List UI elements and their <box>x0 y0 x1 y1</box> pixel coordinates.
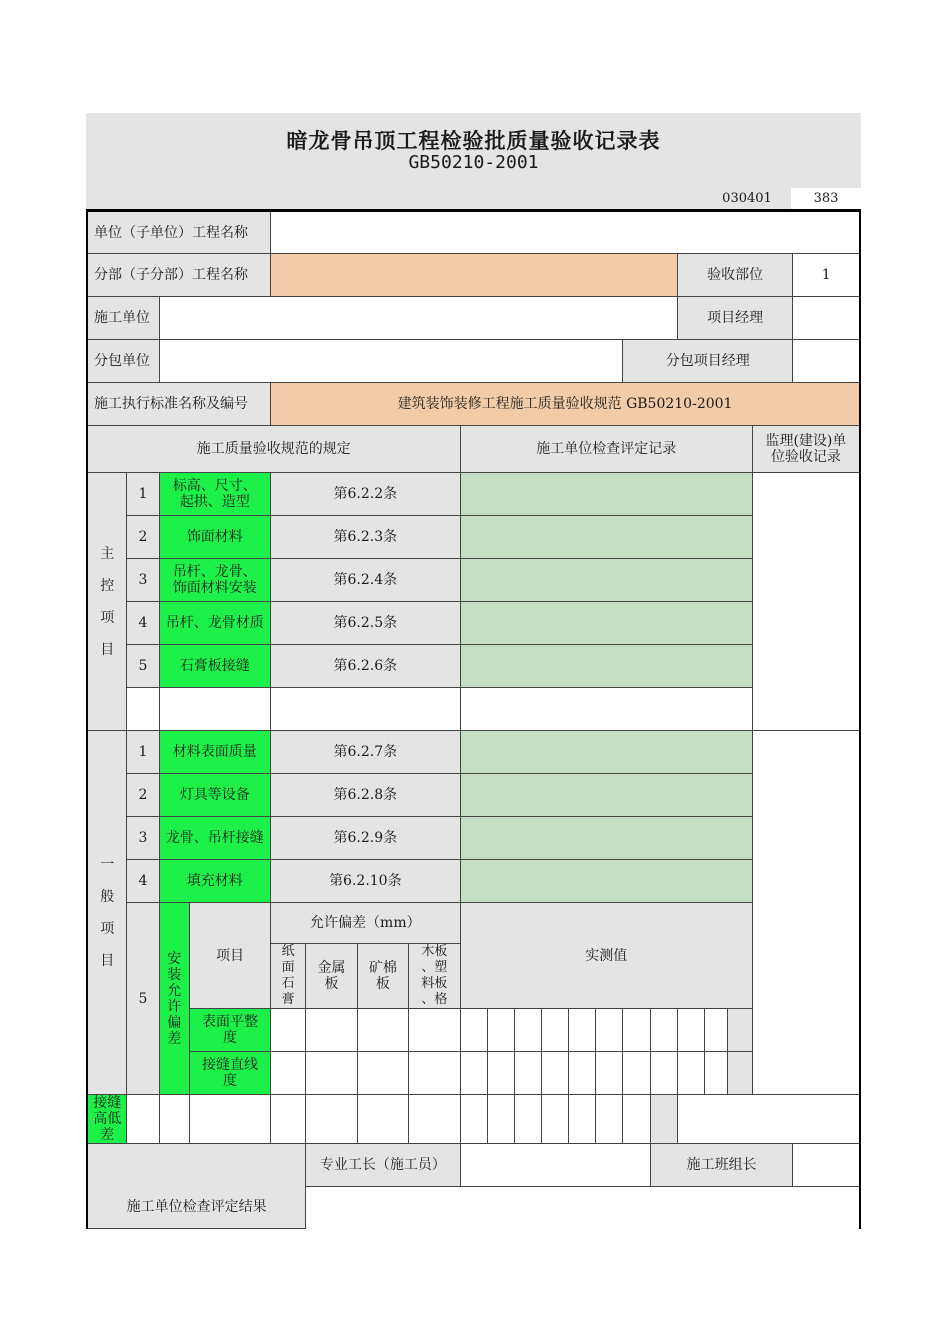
measured-value-cell[interactable] <box>409 1095 460 1144</box>
measured-value-cell[interactable] <box>704 1052 727 1095</box>
main-item-no: 2 <box>127 516 159 559</box>
main-item-name: 吊杆、龙骨、 饰面材料安装 <box>159 559 271 602</box>
material-gypsum-board: 纸 面 石 膏 <box>271 944 306 1009</box>
general-item-record[interactable] <box>460 774 752 817</box>
main-empty-no[interactable] <box>127 688 159 731</box>
material-mineral-wool-board: 矿棉 板 <box>357 944 408 1009</box>
foreman-field[interactable] <box>460 1144 650 1187</box>
general-item-no: 2 <box>127 774 159 817</box>
measured-value-cell[interactable] <box>569 1009 596 1052</box>
project-manager-label: 项目经理 <box>677 297 793 340</box>
allowed-value-cell[interactable] <box>271 1052 306 1095</box>
general-item-name: 龙骨、吊杆接缝 <box>159 817 271 860</box>
measured-value-cell[interactable] <box>596 1095 623 1144</box>
supervisor-header-line1: 监理(建设)单 <box>765 433 847 449</box>
main-item-name: 石膏板接缝 <box>159 645 271 688</box>
contractor-record-column-header: 施工单位检查评定记录 <box>460 426 752 473</box>
measured-value-cell[interactable] <box>488 1095 515 1144</box>
team-leader-label: 施工班组长 <box>650 1144 793 1187</box>
general-item-no: 3 <box>127 817 159 860</box>
tolerance-row-label: 表面平整 度 <box>189 1009 270 1052</box>
acceptance-part-label: 验收部位 <box>677 254 793 297</box>
main-item-no: 4 <box>127 602 159 645</box>
team-leader-field[interactable] <box>793 1144 860 1187</box>
main-item-no: 1 <box>127 473 159 516</box>
main-control-section-label: 主 控 项 目 <box>87 473 127 731</box>
tolerance-row-label: 接缝直线 度 <box>189 1052 270 1095</box>
main-empty-name[interactable] <box>159 688 271 731</box>
spec-column-header: 施工质量验收规范的规定 <box>87 426 460 473</box>
measured-value-cell[interactable] <box>460 1095 488 1144</box>
result-label: 施工单位检查评定结果 <box>87 1144 306 1229</box>
measured-filler-cell <box>727 1009 752 1052</box>
general-item-name: 材料表面质量 <box>159 731 271 774</box>
material-wood-plastic-grid: 木板 、塑 料板 、格 <box>409 944 460 1009</box>
main-item-name: 饰面材料 <box>159 516 271 559</box>
main-item-record[interactable] <box>460 516 752 559</box>
measured-filler-cell <box>727 1052 752 1095</box>
project-manager-field[interactable] <box>793 297 860 340</box>
measured-value-cell[interactable] <box>596 1009 623 1052</box>
allowed-value-cell[interactable] <box>127 1095 159 1144</box>
subcontractor-label: 分包单位 <box>87 340 159 383</box>
serial-number[interactable]: 383 <box>791 188 861 209</box>
form-standard: GB50210-2001 <box>408 152 539 173</box>
main-item-clause: 第6.2.5条 <box>271 602 460 645</box>
measured-value-cell[interactable] <box>515 1052 542 1095</box>
main-item-no: 3 <box>127 559 159 602</box>
measured-value-cell[interactable] <box>704 1009 727 1052</box>
exec-standard-label: 施工执行标准名称及编号 <box>87 383 271 426</box>
supervisor-record-column-header <box>752 426 860 473</box>
measured-value-cell[interactable] <box>596 1052 623 1095</box>
general-item-clause: 第6.2.10条 <box>271 860 460 903</box>
measured-value-cell[interactable] <box>622 1095 650 1144</box>
general-item-record[interactable] <box>460 817 752 860</box>
measured-value-cell[interactable] <box>677 1009 704 1052</box>
tolerance-item-no: 5 <box>127 903 159 1095</box>
measured-value-cell[interactable] <box>306 1095 357 1144</box>
measured-value-cell[interactable] <box>677 1052 704 1095</box>
general-item-record[interactable] <box>460 731 752 774</box>
allowed-value-cell[interactable] <box>409 1052 460 1095</box>
main-item-name: 标高、尺寸、 起拱、造型 <box>159 473 271 516</box>
measured-value-cell[interactable] <box>460 1009 488 1052</box>
measured-value-cell[interactable] <box>542 1095 569 1144</box>
main-item-record[interactable] <box>460 602 752 645</box>
sub-project-manager-label: 分包项目经理 <box>622 340 793 383</box>
allowed-value-cell[interactable] <box>306 1009 357 1052</box>
allowed-value-cell[interactable] <box>409 1009 460 1052</box>
measured-value-cell[interactable] <box>460 1052 488 1095</box>
measured-value-cell[interactable] <box>515 1009 542 1052</box>
measured-value-cell[interactable] <box>650 1009 677 1052</box>
contractor-field[interactable] <box>159 297 677 340</box>
exec-standard-field[interactable]: 建筑装饰装修工程施工质量验收规范 GB50210-2001 <box>271 383 860 426</box>
unit-project-name-label: 单位（子单位）工程名称 <box>87 211 271 254</box>
measured-value-cell[interactable] <box>488 1009 515 1052</box>
main-item-clause: 第6.2.4条 <box>271 559 460 602</box>
measured-value-cell[interactable] <box>569 1052 596 1095</box>
form-code: 030401 <box>722 191 772 206</box>
measured-value-cell[interactable] <box>542 1009 569 1052</box>
subcontractor-field[interactable] <box>159 340 622 383</box>
general-item-name: 填充材料 <box>159 860 271 903</box>
main-item-record[interactable] <box>460 559 752 602</box>
main-supervisor-record[interactable] <box>752 473 860 731</box>
sub-project-name-field[interactable] <box>271 254 678 297</box>
allowed-value-cell[interactable] <box>159 1095 189 1144</box>
main-item-clause: 第6.2.3条 <box>271 516 460 559</box>
allowed-deviation-header: 允许偏差（mm） <box>271 903 460 944</box>
measured-value-cell[interactable] <box>622 1052 650 1095</box>
material-metal-board: 金属 板 <box>306 944 357 1009</box>
main-item-clause: 第6.2.6条 <box>271 645 460 688</box>
measured-value-cell[interactable] <box>515 1095 542 1144</box>
main-empty-clause[interactable] <box>271 688 460 731</box>
measured-filler-cell <box>650 1095 677 1144</box>
main-item-record[interactable] <box>460 645 752 688</box>
general-supervisor-record[interactable] <box>752 731 860 1095</box>
main-item-record[interactable] <box>460 473 752 516</box>
main-item-no: 5 <box>127 645 159 688</box>
general-item-record[interactable] <box>460 860 752 903</box>
general-item-clause: 第6.2.8条 <box>271 774 460 817</box>
tolerance-row-label: 接缝高低 差 <box>87 1095 127 1144</box>
foreman-label: 专业工长（施工员） <box>306 1144 460 1187</box>
general-item-no: 1 <box>127 731 159 774</box>
allowed-value-cell[interactable] <box>306 1052 357 1095</box>
measured-value-cell[interactable] <box>357 1095 408 1144</box>
main-empty-record[interactable] <box>460 688 752 731</box>
measured-value-cell[interactable] <box>650 1052 677 1095</box>
measured-value-cell[interactable] <box>488 1052 515 1095</box>
general-item-no: 4 <box>127 860 159 903</box>
allowed-value-cell[interactable] <box>357 1052 408 1095</box>
measured-values-header: 实测值 <box>460 903 752 1009</box>
allowed-value-cell[interactable] <box>189 1095 270 1144</box>
measured-value-cell[interactable] <box>622 1009 650 1052</box>
general-section-label: 一 般 项 目 <box>87 731 127 1095</box>
main-item-name: 吊杆、龙骨材质 <box>159 602 271 645</box>
inspection-record-sheet <box>86 113 861 1223</box>
inspection-table <box>86 209 861 1229</box>
form-title: 暗龙骨吊顶工程检验批质量验收记录表 <box>286 129 661 153</box>
form-header <box>86 113 861 209</box>
measured-value-cell[interactable] <box>569 1095 596 1144</box>
measured-value-cell[interactable] <box>542 1052 569 1095</box>
general-item-name: 灯具等设备 <box>159 774 271 817</box>
main-item-clause: 第6.2.2条 <box>271 473 460 516</box>
result-field[interactable] <box>306 1187 860 1229</box>
tolerance-group-label: 安 装 允 许 偏 差 <box>159 903 189 1095</box>
allowed-value-cell[interactable] <box>357 1009 408 1052</box>
tolerance-item-header: 项目 <box>189 903 270 1009</box>
general-item-clause: 第6.2.7条 <box>271 731 460 774</box>
sub-project-manager-field[interactable] <box>793 340 860 383</box>
sub-project-name-label: 分部（子分部）工程名称 <box>87 254 271 297</box>
supervisor-header-line2: 位验收记录 <box>770 449 841 465</box>
unit-project-name-field[interactable] <box>271 211 860 254</box>
allowed-value-cell[interactable] <box>271 1095 306 1144</box>
acceptance-part-field[interactable]: 1 <box>793 254 860 297</box>
general-item-clause: 第6.2.9条 <box>271 817 460 860</box>
allowed-value-cell[interactable] <box>271 1009 306 1052</box>
contractor-label: 施工单位 <box>87 297 159 340</box>
